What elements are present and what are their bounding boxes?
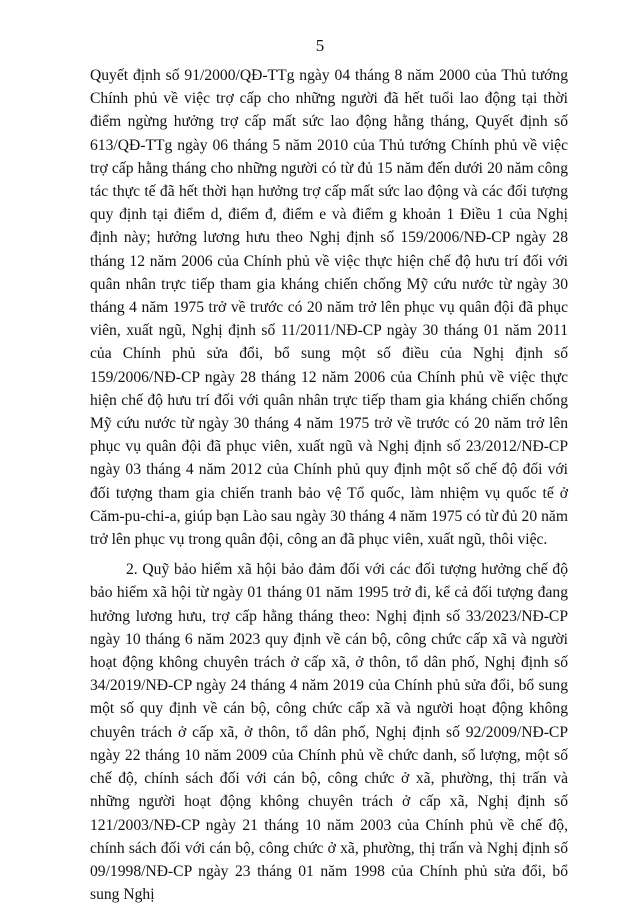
document-body <box>90 64 568 906</box>
paragraph-continuation: Quyết định số 91/2000/QĐ-TTg ngày 04 tháng 8 năm 2000 của Thủ tướng Chính phủ về việc trợ cấp cho những người đã hết tuổi lao động tại thời điểm ngừng hưởng trợ cấp mất sức lao động hằng tháng, Quyết định số 613/QĐ-TTg ngày 06 tháng 5 năm 2010 của Thủ tướng Chính phủ về việc trợ cấp hằng tháng cho những người có từ đủ 15 năm đến dưới 20 năm công tác thực tế đã hết thời hạn hưởng trợ cấp mất sức lao động và các đối tượng quy định tại điểm d, điểm đ, điểm e và điểm g khoản 1 Điều 1 của Nghị định này; hưởng lương hưu theo Nghị định số 159/2006/NĐ-CP ngày 28 tháng 12 năm 2006 của Chính phủ về việc thực hiện chế độ hưu trí đối với quân nhân trực tiếp tham gia kháng chiến chống Mỹ cứu nước từ ngày 30 tháng 4 năm 1975 trở về trước có 20 năm trở lên phục vụ quân đội đã phục viên, xuất ngũ, Nghị định số 11/2011/NĐ-CP ngày 30 tháng 01 năm 2011 của Chính phủ sửa đổi, bổ sung một số điều của Nghị định số 159/2006/NĐ-CP ngày 28 tháng 12 năm 2006 của Chính phủ về việc thực hiện chế độ hưu trí đối với quân nhân trực tiếp tham gia kháng chiến chống Mỹ cứu nước từ ngày 30 tháng 4 năm 1975 trở về trước có 20 năm trở lên phục vụ quân đội đã phục viên, xuất ngũ và Nghị định số 23/2012/NĐ-CP ngày 03 tháng 4 năm 2012 của Chính phủ quy định một số chế độ đối với đối tượng tham gia chiến tranh bảo vệ Tổ quốc, làm nhiệm vụ quốc tế ở Căm-pu-chi-a, giúp bạn Lào sau ngày 30 tháng 4 năm 1975 có từ đủ 20 năm trở lên phục vụ trong quân đội, công an đã phục viên, xuất ngũ, thôi việc. <box>90 67 568 549</box>
paragraph-clause-2: 2. Quỹ bảo hiểm xã hội bảo đảm đối với các đối tượng hưởng chế độ bảo hiểm xã hội từ ngày 01 tháng 01 năm 1995 trở đi, kể cả đối tượng đang hưởng lương hưu, trợ cấp hằng tháng theo: Nghị định số 33/2023/NĐ-CP ngày 10 tháng 6 năm 2023 quy định về cán bộ, công chức cấp xã và người hoạt động không chuyên trách ở cấp xã, ở thôn, tổ dân phố, Nghị định số 34/2019/NĐ-CP ngày 24 tháng 4 năm 2019 của Chính phủ sửa đổi, bổ sung một số quy định về cán bộ, công chức cấp xã và người hoạt động không chuyên trách ở cấp xã, ở thôn, tổ dân phố, Nghị định số 92/2009/NĐ-CP ngày 22 tháng 10 năm 2009 của Chính phủ về chức danh, số lượng, một số chế độ, chính sách đối với cán bộ, công chức ở xã, phường, thị trấn và những người hoạt động không chuyên trách ở cấp xã, Nghị định số 121/2003/NĐ-CP ngày 21 tháng 10 năm 2003 của Chính phủ về chế độ, chính sách đối với cán bộ, công chức ở xã, phường, thị trấn và Nghị định số 09/1998/NĐ-CP ngày 23 tháng 01 năm 1998 của Chính phủ sửa đổi, bổ sung Nghị <box>90 561 568 904</box>
page-number: 5 <box>315 36 325 55</box>
